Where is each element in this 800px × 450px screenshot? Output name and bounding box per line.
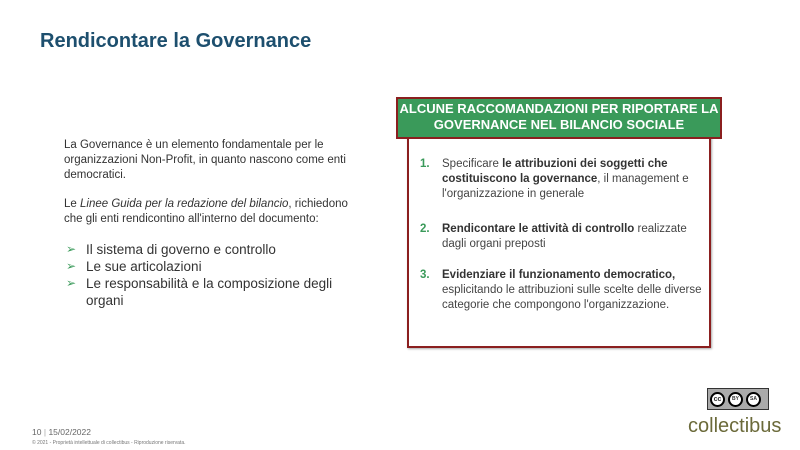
text: , richiedono che gli enti rendicontino all'interno del documento: — [64, 198, 348, 225]
bold-text: Evidenziare il funzionamento democratico, — [442, 269, 676, 281]
item-number: 3. — [420, 269, 430, 281]
cc-icon: cc — [710, 392, 725, 407]
guidelines-emphasis: Linee Guida per la redazione del bilancio — [80, 198, 289, 210]
recommendation-item — [420, 222, 705, 252]
intro-text — [64, 138, 364, 309]
text: Specificare — [442, 158, 503, 170]
arrow-bullet-icon: ➢ — [66, 276, 77, 290]
page-number: 10 — [32, 427, 42, 437]
arrow-bullet-icon: ➢ — [66, 242, 77, 256]
collectibus-logo: collectibus — [688, 415, 782, 437]
guidelines-paragraph — [64, 197, 364, 227]
by-icon: BY — [728, 392, 743, 407]
list-item-text: Le sue articolazioni — [86, 259, 202, 274]
list-item — [64, 275, 364, 309]
bullet-list — [64, 241, 364, 309]
cc-license-badge — [707, 388, 769, 410]
page-title: Rendicontare la Governance — [40, 30, 312, 52]
recommendations-header: ALCUNE RACCOMANDAZIONI PER RIPORTARE LA GOVERNANCE NEL BILANCIO SOCIALE — [396, 97, 722, 139]
page-info — [32, 427, 91, 437]
text: realizzate dagli organi preposti — [442, 223, 687, 250]
item-number: 2. — [420, 223, 430, 235]
recommendation-item — [420, 157, 705, 202]
text: esplicitando le attribuzioni sulle scelte delle diverse categorie che compongono l'organizzazione. — [442, 284, 702, 311]
intro-paragraph: La Governance è un elemento fondamentale per le organizzazioni Non-Profit, in quanto nascono come enti democratici. — [64, 139, 346, 181]
copyright: © 2021 - Proprietà intellettuale di collectibus - Riproduzione riservata. — [32, 440, 186, 446]
recommendation-item — [420, 268, 705, 313]
list-item — [64, 258, 364, 275]
sa-icon: SA — [746, 392, 761, 407]
item-number: 1. — [420, 158, 430, 170]
arrow-bullet-icon: ➢ — [66, 259, 77, 273]
list-item-text: Il sistema di governo e controllo — [86, 242, 276, 257]
separator: | — [43, 427, 47, 437]
text: , il management e l'organizzazione in generale — [442, 173, 689, 200]
list-item — [64, 241, 364, 258]
bold-text: le attribuzioni dei soggetti che costituiscono la governance — [442, 158, 668, 185]
date: 15/02/2022 — [48, 427, 91, 437]
text: Le — [64, 198, 80, 210]
bold-text: Rendicontare le attività di controllo — [442, 223, 635, 235]
list-item-text: Le responsabilità e la composizione degli organi — [86, 276, 333, 308]
